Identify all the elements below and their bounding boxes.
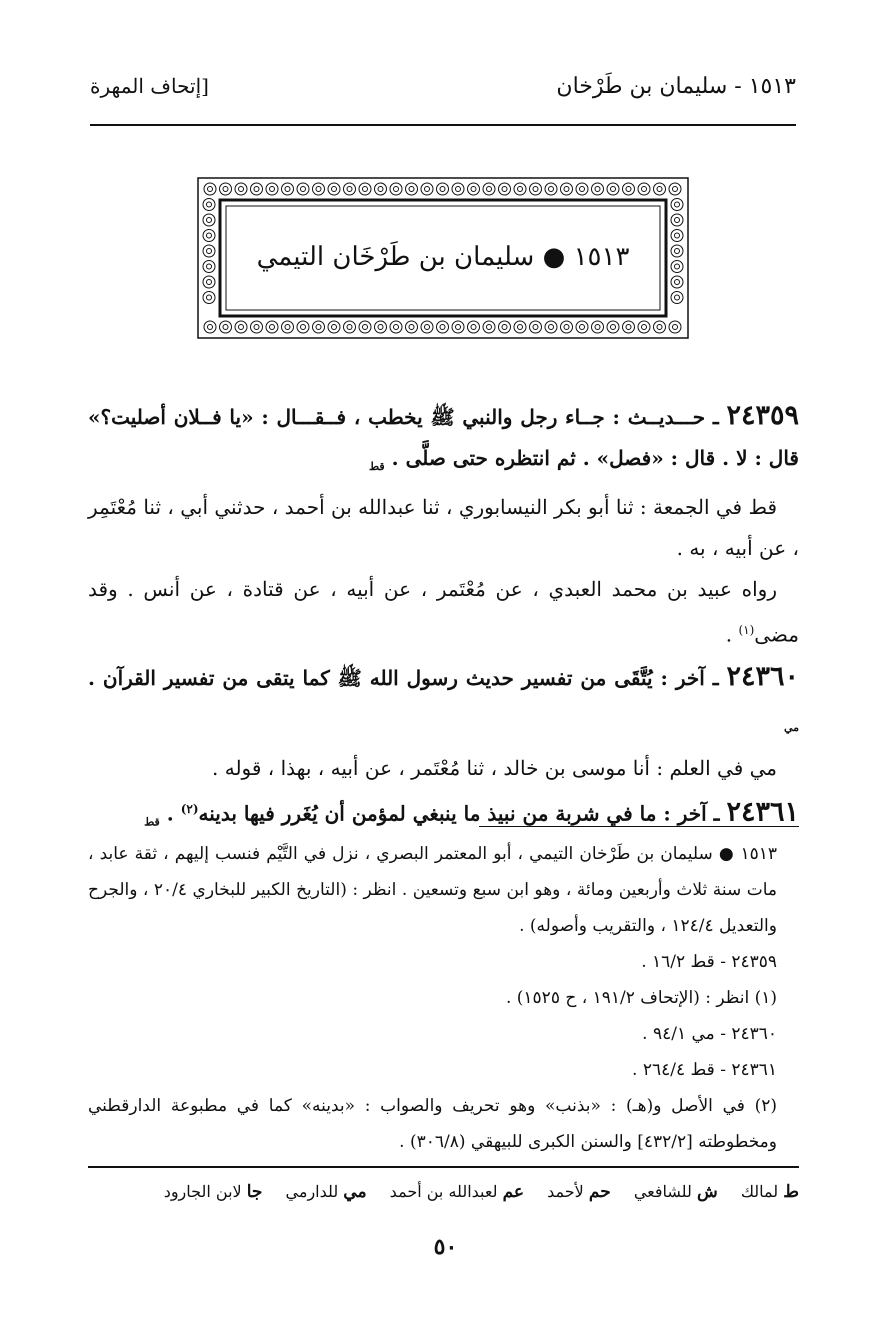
abbr-item: عم لعبدالله بن أحمد	[389, 1182, 525, 1202]
isnad-paragraph: مي في العلم : أنا موسى بن خالد ، ثنا مُعْتَمر ، عن أبيه ، بهذا ، قوله .	[212, 755, 777, 780]
abbr-item: ط لمالك	[740, 1182, 799, 1202]
chapter-ornament-frame	[196, 176, 690, 340]
narration-text: رواه عبيد بن محمد العبدي ، عن مُعْتَمر ، عن أبيه ، عن قتادة ، عن أنس . وقد مضى	[88, 577, 799, 647]
abbr-item: مي للدارمي	[285, 1182, 367, 1202]
abbr-item: ش للشافعي	[633, 1182, 718, 1202]
bottom-rule	[88, 1166, 799, 1168]
chapter-number: ١٥١٣	[573, 242, 630, 272]
siglum: قط	[144, 815, 160, 829]
footnote-ref: (٢)	[180, 801, 199, 816]
bullet-icon: ●	[542, 242, 566, 272]
abbr-item: حم لأحمد	[547, 1182, 611, 1202]
running-header	[90, 74, 796, 110]
footnote-item: (١) انظر : (الإتحاف ١٩١/٢ ، ح ١٥٢٥) .	[505, 988, 777, 1008]
narration-end: .	[725, 622, 739, 647]
page-number: ٥٠	[433, 1234, 458, 1260]
footnote-item: ٢٤٣٦١ - قط ٢٦٤/٤ .	[632, 1060, 777, 1080]
hadith-24359	[88, 395, 799, 487]
header-chapter-title: ١٥١٣ - سليمان بن طَرْخان	[556, 74, 796, 99]
footnote-item: ٢٤٣٦٠ - مي ٩٤/١ .	[642, 1024, 777, 1044]
footnote-item: (٢) في الأصل و(هـ) : «بذنب» وهو تحريف والصواب : «بدينه» كما في مطبوعة الدارقطني ومخطوطته [٤٣٢/٢] والسنن الكبرى للبيهقي (٣٠٦/٨) .	[88, 1096, 777, 1152]
hadith-24360	[88, 656, 799, 748]
chapter-heading	[196, 242, 690, 272]
abbr-item: جا لابن الجارود	[163, 1182, 263, 1202]
footnote-item: ٢٤٣٥٩ - قط ١٦/٢ .	[641, 952, 777, 972]
hadith-number: ٢٤٣٥٩	[726, 400, 799, 431]
hadith-text: ـ آخر : ما في شربة من نبيذ ما ينبغي لمؤمن أن يُغَرر فيها بدينه	[198, 801, 727, 826]
siglum: مي	[783, 720, 799, 734]
hadith-number: ٢٤٣٦١	[726, 796, 799, 828]
footnote-rule	[479, 826, 799, 827]
abbreviation-key	[88, 1182, 799, 1202]
footnote-biography: ١٥١٣ ● سليمان بن طَرْخان التيمي ، أبو المعتمر البصري ، نزل في التَّيْم فنسب إليهم ، ثقة عابد ، مات سنة ثلاث وأربعين ومائة ، وهو ابن سبع وتسعين . انظر : (التاريخ الكبير للبخاري ٢٠/٤ ، والجرح والتعديل ١٢٤/٤ ، والتقريب وأصوله) .	[88, 844, 777, 936]
hadith-text: ـ آخر : يُتَّقَى من تفسير حديث رسول الله ﷺ كما يتقى من تفسير القرآن .	[88, 665, 727, 690]
footnotes	[88, 836, 799, 1160]
header-rule	[90, 124, 796, 126]
hadith-number: ٢٤٣٦٠	[726, 660, 799, 692]
footnote-ref: (١)	[738, 623, 755, 637]
hadith-24361	[88, 789, 799, 843]
main-text	[88, 395, 799, 842]
hadith-end: .	[166, 801, 181, 826]
siglum: قط	[368, 460, 385, 473]
header-book-title: [إتحاف المهرة	[90, 74, 209, 98]
narration-paragraph	[88, 569, 799, 656]
isnad-paragraph: قط في الجمعة : ثنا أبو بكر النيسابوري ، ثنا عبدالله بن أحمد ، حدثني أبي ، ثنا مُعْتَمِر ، عن أبيه ، به .	[87, 495, 799, 560]
chapter-name: سليمان بن طَرْخَان التيمي	[256, 242, 535, 272]
hadith-text: ـ حـــديــث : جــاء رجل والنبي ﷺ يخطب ، فــقـــال : «يا فــلان أصليت؟» قال : لا . قال : «فصل» . ثم انتظره حتى صلَّى .	[88, 405, 799, 470]
